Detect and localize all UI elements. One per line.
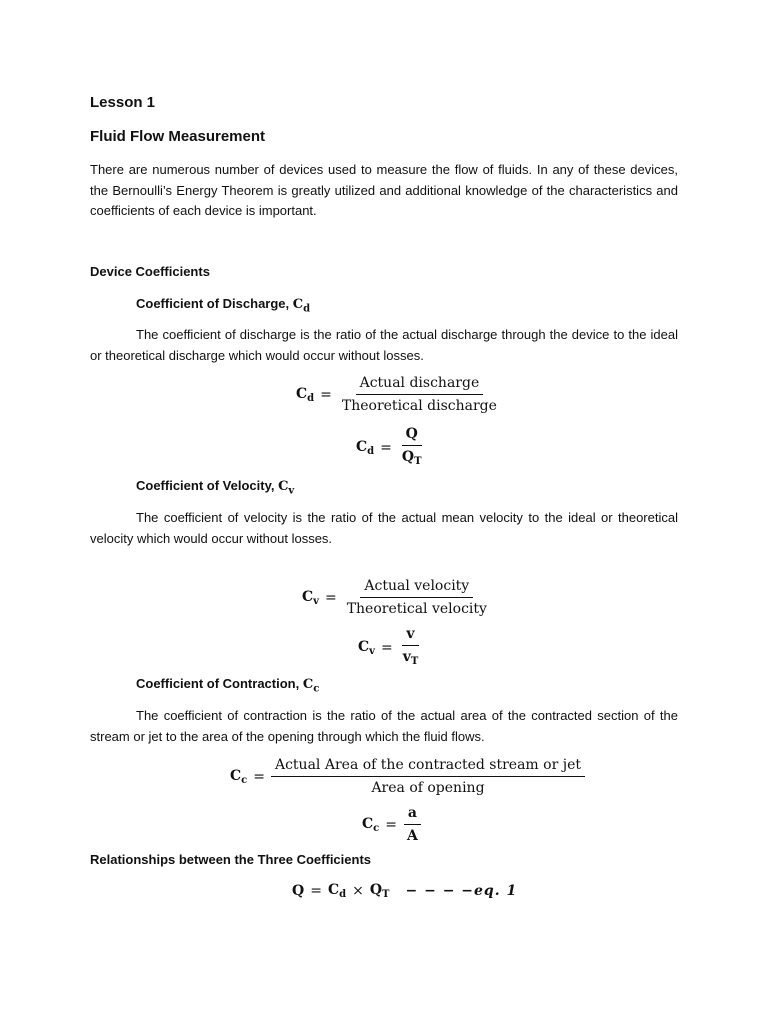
- velocity-definition: The coefficient of velocity is the ratio of the actual mean velocity to the ideal or theoretical velocity which would occur without losses.: [90, 510, 678, 546]
- heading-symbol: $C_c$: [302, 677, 320, 695]
- fraction-numerator: Q: [402, 425, 422, 446]
- formula-symbol: $C_v$: [302, 588, 319, 607]
- fraction: [398, 425, 426, 471]
- lesson-label: Lesson 1: [90, 94, 156, 111]
- formula-symbol: $C_c$: [362, 815, 380, 834]
- fraction-denominator: A: [406, 828, 418, 844]
- contraction-formula-symbols: $C_c$ = $\frac{a}{A}$: [362, 804, 422, 845]
- section-heading-device-coefficients: Device Coefficients: [90, 264, 210, 279]
- heading-symbol: $C_d$: [292, 297, 311, 315]
- eq1-times: ×: [352, 883, 364, 899]
- equation-1: Q = $C_d$ × $Q_T$ − − − −eq. 1: [292, 882, 518, 900]
- formula-symbol: $C_c$: [230, 767, 248, 786]
- fraction-numerator: Actual discharge: [356, 374, 484, 395]
- section-heading-relationships: Relationships between the Three Coefficients: [90, 852, 371, 867]
- fraction: [338, 374, 501, 415]
- fraction-denominator: Area of opening: [371, 780, 485, 796]
- fraction: [399, 625, 423, 671]
- discharge-formula-symbols: $C_d$ = $\frac{Q}{Q_T}$: [356, 425, 426, 471]
- fraction: [343, 577, 491, 618]
- formula-symbol: $C_d$: [356, 439, 375, 457]
- heading-symbol: $C_v$: [278, 479, 295, 497]
- fraction-denominator: $Q_T$: [401, 449, 422, 467]
- contraction-formula-words: $C_c$ = $\frac{\text{Actual Area of the contracted stream or jet}}{\text{Area of opening}}$: [230, 756, 585, 797]
- velocity-formula-words: $C_v$ = $\frac{\text{Actual velocity}}{\text{Theoretical velocity}}$: [302, 577, 491, 618]
- intro-paragraph: There are numerous number of devices used to measure the flow of fluids. In any of these devices, the Bernoulli’s Energy Theorem is greatly utilized and additional knowledge of the characteristics and coefficients of each device is important.: [90, 162, 678, 218]
- heading-coefficient-of-discharge: Coefficient of Discharge, $C_d$: [136, 296, 311, 315]
- fraction-numerator: Actual velocity: [360, 577, 473, 598]
- fraction: [271, 756, 585, 797]
- formula-symbol: $C_d$: [296, 385, 315, 404]
- fraction-numerator: v: [402, 625, 418, 646]
- eq1-lhs: Q: [292, 883, 305, 899]
- contraction-definition: The coefficient of contraction is the ratio of the actual area of the contracted section of the stream or jet to the area of the opening through which the fluid flows.: [90, 708, 678, 744]
- eq1-coefficient: $C_d$: [327, 882, 347, 900]
- formula-symbol: $C_v$: [358, 639, 375, 657]
- heading-coefficient-of-velocity: Coefficient of Velocity, $C_v$: [136, 478, 295, 497]
- velocity-formula-symbols: $C_v$ = $\frac{v}{v_T}$: [358, 625, 422, 671]
- discharge-definition: The coefficient of discharge is the ratio of the actual discharge through the device to the ideal or theoretical discharge which would occur without losses.: [90, 327, 678, 363]
- page-title: Fluid Flow Measurement: [90, 128, 266, 145]
- eq1-label: − − − −eq. 1: [405, 883, 518, 899]
- eq1-theoretical: $Q_T$: [369, 882, 390, 900]
- fraction-numerator: Actual Area of the contracted stream or jet: [271, 756, 585, 777]
- discharge-formula-words: $C_d$ = $\frac{\text{Actual discharge}}{\text{Theoretical discharge}}$: [296, 374, 501, 415]
- fraction: [403, 804, 422, 845]
- fraction-denominator: Theoretical discharge: [341, 398, 497, 414]
- fraction-denominator: $v_T$: [402, 649, 419, 667]
- fraction-numerator: a: [404, 804, 421, 825]
- fraction-denominator: Theoretical velocity: [346, 601, 487, 617]
- heading-coefficient-of-contraction: Coefficient of Contraction, $C_c$: [136, 676, 320, 695]
